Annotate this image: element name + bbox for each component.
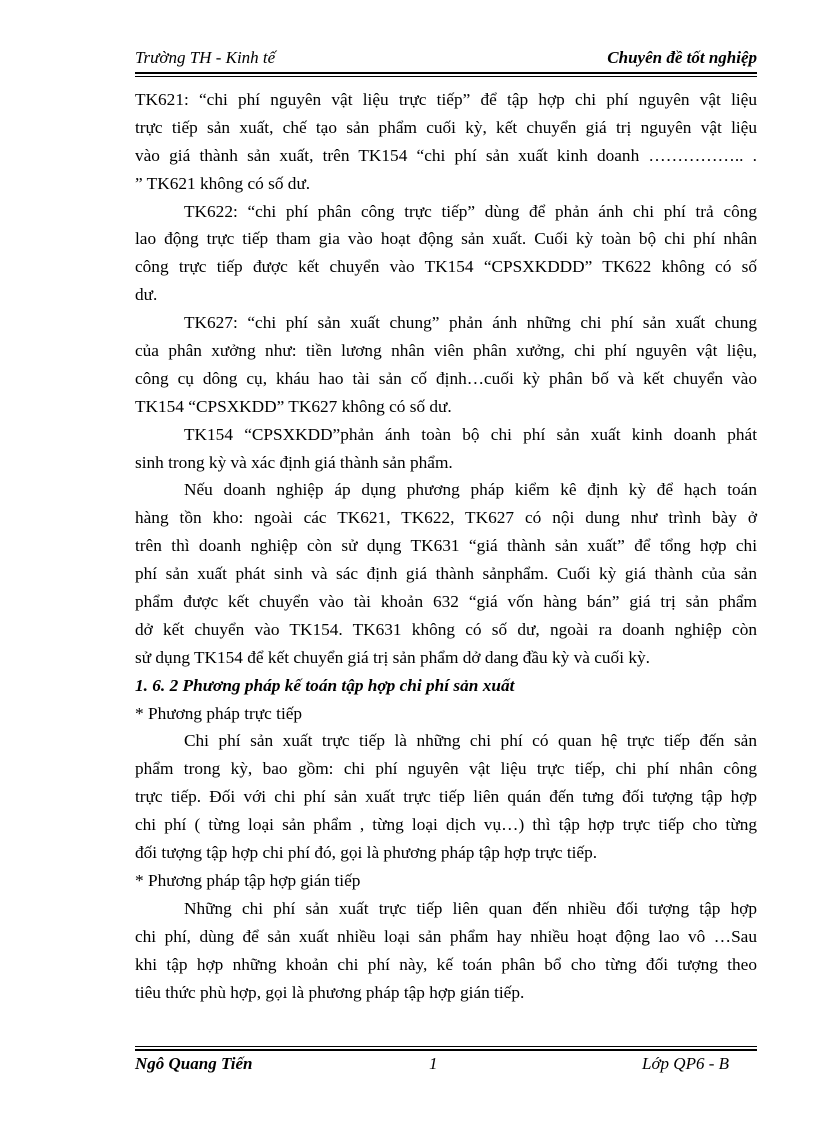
text-line: Nếu doanh nghiệp áp dụng phương pháp kiểm kê định kỳ để hạch toán xyxy=(184,480,757,500)
text-line: trên thì doanh nghiệp còn sử dụng TK631 “giá thành sản xuất” để tổng hợp chi xyxy=(135,536,757,556)
text-line: dư. xyxy=(135,285,158,305)
header-title: Chuyên đề tốt nghiệp xyxy=(607,48,757,67)
paragraph xyxy=(135,421,757,477)
paragraph xyxy=(135,727,757,866)
paragraph xyxy=(135,309,757,421)
text-line: TK621: “chi phí nguyên vật liệu trực tiếp” để tập hợp chi phí nguyên vật liệu xyxy=(135,90,757,109)
footer-author: Ngô Quang Tiến xyxy=(135,1054,253,1073)
text-line: phẩm được kết chuyển vào tài khoản 632 “giá vốn hàng bán” giá trị sản phẩm xyxy=(135,592,757,612)
text-line: TK627: “chi phí sản xuất chung” phản ánh những chi phí sản xuất chung xyxy=(184,313,757,333)
text-line: chi phí, dùng để sản xuất nhiều loại sản phẩm hay nhiều hoạt động lao vô …Sau xyxy=(135,926,757,946)
text-line: vào giá thành sản xuất, trên TK154 “chi phí sản xuất kinh doanh …………….. . xyxy=(135,145,757,165)
text-line: sử dụng TK154 để kết chuyển giá trị sản phẩm dở dang đầu kỳ và cuối kỳ. xyxy=(135,647,650,667)
text-line: * Phương pháp tập hợp gián tiếp xyxy=(135,870,361,890)
section-heading xyxy=(135,672,757,700)
text-line: lao động trực tiếp tham gia vào hoạt động sản xuất. Cuối kỳ toàn bộ chi phí nhân xyxy=(135,229,757,249)
footer-class: Lớp QP6 - B xyxy=(642,1054,729,1073)
header-school: Trường TH - Kinh tế xyxy=(135,48,276,67)
text-line: trực tiếp sản xuất, chế tạo sản phẩm cuối kỳ, kết chuyển giá trị nguyên vật liệu xyxy=(135,117,757,137)
text-line: Những chi phí sản xuất trực tiếp liên quan đến nhiều đối tượng tập hợp xyxy=(184,898,757,918)
text-line: đối tượng tập hợp chi phí đó, gọi là phương pháp tập hợp trực tiếp. xyxy=(135,843,598,863)
page-header xyxy=(135,48,757,70)
text-line: ” TK621 không có số dư. xyxy=(135,173,311,193)
paragraph xyxy=(135,895,757,1007)
text-line: TK154 “CPSXKDD” TK627 không có số dư. xyxy=(135,396,452,416)
text-line: hàng tồn kho: ngoài các TK621, TK622, TK627 có nội dung như trình bày ở xyxy=(135,508,757,528)
footer-rule-thin xyxy=(135,1046,757,1047)
text-line: dở kết chuyển vào TK154. TK631 không có số dư, ngoài ra doanh nghiệp còn xyxy=(135,619,757,639)
text-line: khi tập hợp những khoản chi phí này, kế toán phân bổ cho từng đối tượng theo xyxy=(135,954,757,974)
paragraph xyxy=(135,198,757,310)
text-line: tiêu thức phù hợp, gọi là phương pháp tập hợp gián tiếp. xyxy=(135,982,525,1002)
header-rule xyxy=(135,72,757,74)
footer-rule xyxy=(135,1049,757,1051)
paragraph xyxy=(135,476,757,671)
text-line: * Phương pháp trực tiếp xyxy=(135,703,303,723)
page-number: 1 xyxy=(429,1054,438,1073)
paragraph xyxy=(135,86,757,198)
text-line: 1. 6. 2 Phương pháp kế toán tập hợp chi phí sản xuất xyxy=(135,675,515,695)
paragraph xyxy=(135,867,757,895)
document-body xyxy=(135,86,757,1006)
paragraph xyxy=(135,700,757,728)
text-line: công trực tiếp được kết chuyển vào TK154 “CPSXKDDD” TK622 không có số xyxy=(135,257,757,277)
text-line: phẩm trong kỳ, bao gồm: chi phí nguyên vật liệu trực tiếp, chi phí nhân công xyxy=(135,759,757,779)
text-line: sinh trong kỳ và xác định giá thành sản phẩm. xyxy=(135,452,453,472)
text-line: trực tiếp. Đối với chi phí sản xuất trực tiếp liên quán đến tưng đối tượng tập hợp xyxy=(135,787,757,807)
text-line: công cụ dông cụ, kháu hao tài sản cố định…cuối kỳ phân bố và kết chuyển vào xyxy=(135,368,757,388)
header-rule-thin xyxy=(135,76,757,77)
text-line: phí sản xuất phát sinh và sác định giá thành sảnphẩm. Cuối kỳ giá thành của sản xyxy=(135,564,757,584)
text-line: chi phí ( từng loại sản phẩm , từng loại dịch vụ…) thì tập hợp trực tiếp cho từng xyxy=(135,815,757,835)
text-line: Chi phí sản xuất trực tiếp là những chi phí có quan hệ trực tiếp đến sản xyxy=(184,731,757,751)
text-line: TK622: “chi phí phân công trực tiếp” dùng để phản ánh chi phí trả công xyxy=(184,201,757,221)
text-line: TK154 “CPSXKDD”phản ánh toàn bộ chi phí sản xuất kinh doanh phát xyxy=(184,424,757,444)
text-line: của phân xưởng như: tiền lương nhân viên phân xưởng, chi phí nguyên vật liệu, xyxy=(135,341,757,361)
